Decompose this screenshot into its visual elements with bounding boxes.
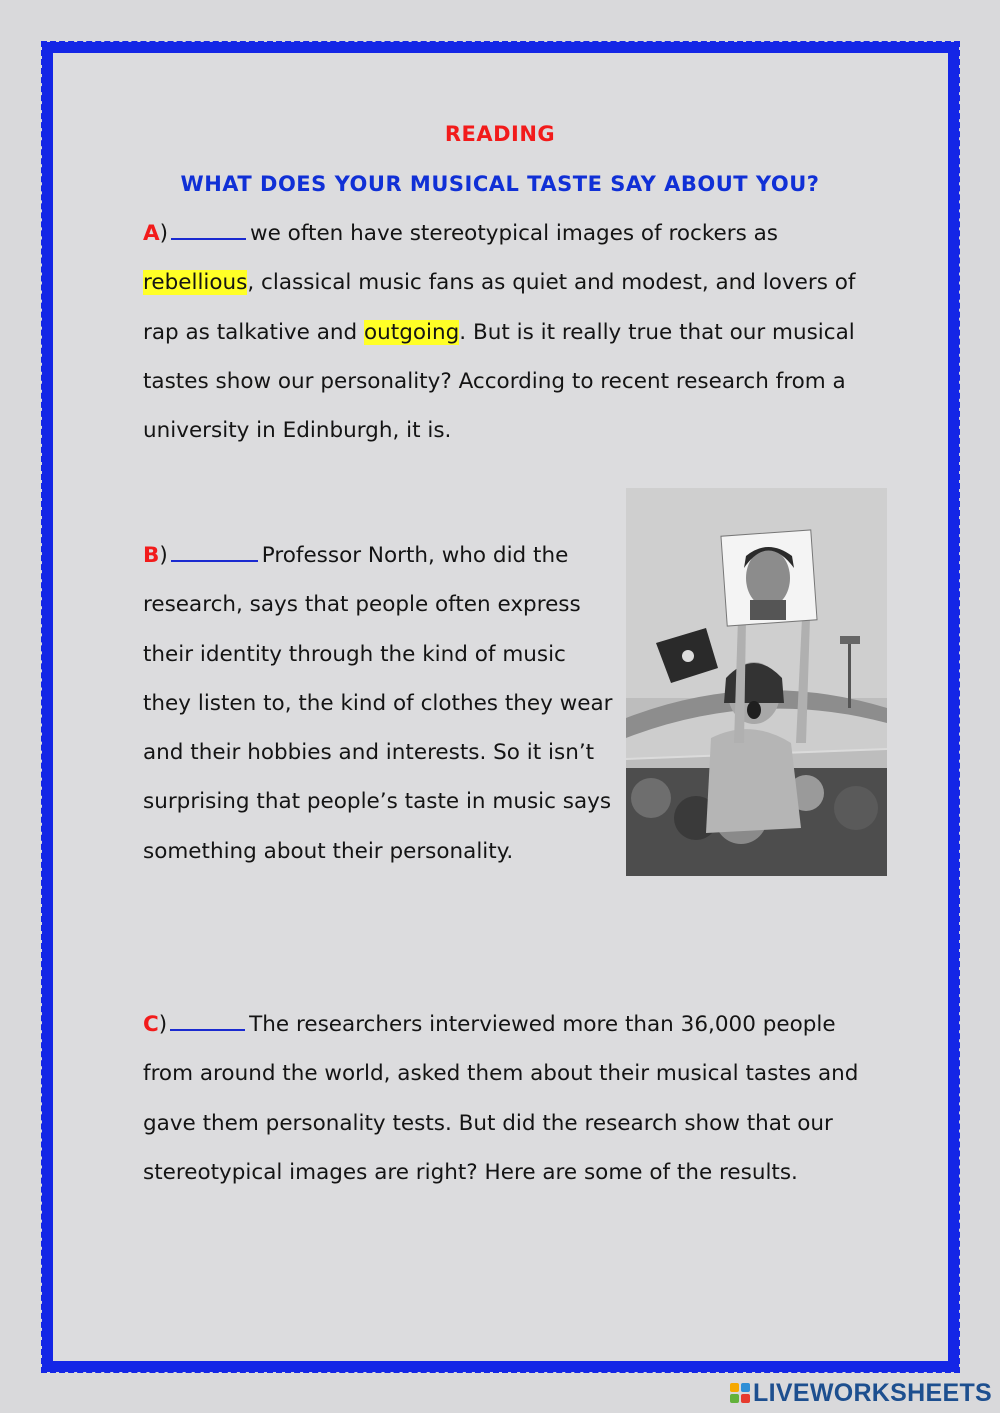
- paragraph-b-letter: B: [143, 543, 160, 568]
- highlight-rebellious: rebellious: [143, 270, 248, 296]
- logo-mark-icon: [730, 1383, 750, 1403]
- liveworksheets-logo[interactable]: [730, 1380, 992, 1406]
- paragraph-a-letter: A: [143, 221, 160, 246]
- paragraph-a: [143, 209, 883, 455]
- paragraph-c-text: The researchers interviewed more than 36,000 people from around the world, asked them about their musical tastes and gave them personality tests. But did the research show that our stereotypical images are right? Here are some of the results.: [143, 1012, 859, 1185]
- paragraph-c: [143, 1000, 883, 1197]
- answer-blank-b[interactable]: [171, 540, 258, 562]
- concert-crowd-photo: [626, 488, 887, 876]
- paragraph-a-text-1: we often have stereotypical images of rockers as: [250, 221, 778, 246]
- paragraph-b: [143, 531, 613, 876]
- paragraph-c-paren: ): [158, 1012, 168, 1037]
- paragraph-a-text-2: , classical music fans as quiet and modest, and lovers of rap as talkative and: [143, 270, 856, 345]
- paragraph-b-text: Professor North, who did the research, says that people often express their identity through the kind of music they listen to, the kind of clothes they wear and their hobbies and interests. So it isn’t surprising that people’s taste in music says something about their personality.: [143, 543, 613, 864]
- answer-blank-c[interactable]: [170, 1009, 245, 1031]
- reading-heading: READING: [444, 122, 556, 146]
- answer-blank-a[interactable]: [171, 218, 246, 240]
- logo-text: LIVEWORKSHEETS: [753, 1378, 992, 1407]
- paragraph-a-text-3: . But is it really true that our musical tastes show our personality? According to recent research from a university in Edinburgh, it is.: [143, 319, 855, 444]
- paragraph-a-paren: ): [159, 221, 169, 246]
- paragraph-c-letter: C: [143, 1012, 159, 1037]
- highlight-outgoing: outgoing: [364, 319, 460, 345]
- paragraph-b-paren: ): [159, 543, 168, 568]
- article-title: WHAT DOES YOUR MUSICAL TASTE SAY ABOUT YOU?: [180, 172, 820, 196]
